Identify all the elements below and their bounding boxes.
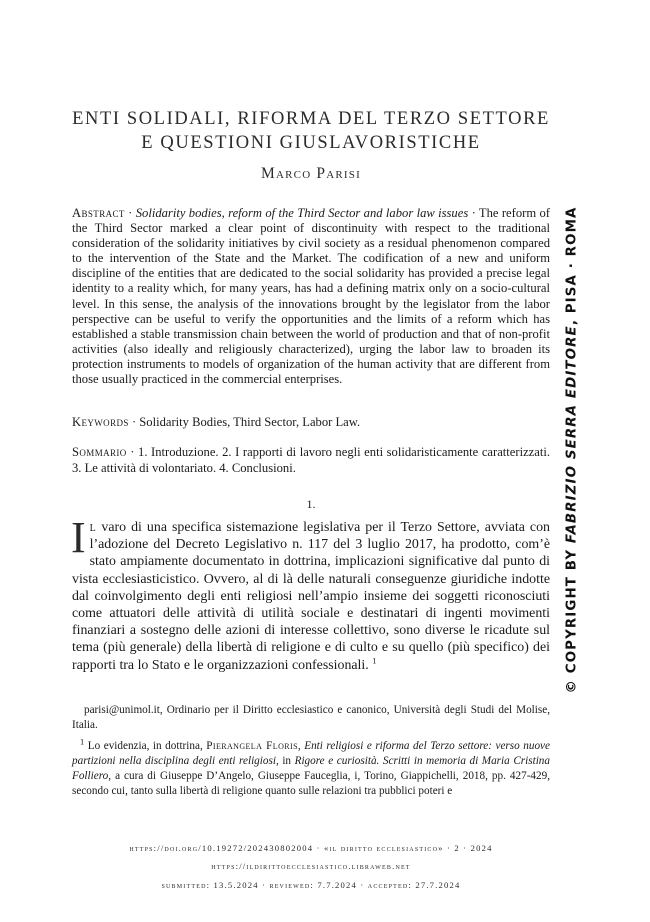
footer-doi[interactable]: https://doi.org/10.19272/202430802004 · «il diritto ecclesiastico» · 2 · 2024 <box>129 843 493 853</box>
copyright-suffix: , PISA · ROMA <box>564 206 580 326</box>
footer-dates: submitted: 13.5.2024 · reviewed: 7.7.2024 · accepted: 27.7.2024 <box>161 880 461 890</box>
article-title <box>72 107 550 155</box>
abstract <box>72 206 550 387</box>
keywords <box>72 415 550 430</box>
section-number: 1. <box>306 497 316 511</box>
drop-cap: I <box>71 513 86 562</box>
title-line-1: ENTI SOLIDALI, RIFORMA DEL TERZO SETTORE <box>72 109 550 129</box>
summary-label: Sommario <box>72 445 127 459</box>
author-name: Marco Parisi <box>261 165 361 182</box>
footer-url[interactable]: https://ildirittoecclesiastico.libraweb.net <box>211 861 411 871</box>
footnote-affiliation: parisi@unimol.it, Ordinario per il Diritto ecclesiastico e canonico, Università degli Studi del Molise, Italia. <box>72 704 550 731</box>
abstract-text: · The reform of the Third Sector marked a clear point of discontinuity with respect to the traditional consideration of the solidarity initiatives by civil society as a residual phenomenon compared to the intervention of the State and the Market. The codification of a new and uniform discipline of the entities that are dedicated to the social solidarity has provided a precise legal identity to a reality which, for many years, has had a defining matrix only on a socio-cultural level. In this sense, the analysis of the innovations brought by the legislator from the labor perspective can be useful to verify the opportunities and the limits of a reform which has established a stable transmission chain between the world of production and that of non-profit activities (also ideally and religiously characterized), urging the labor law to broaden its protection instruments to models of organization of the human activity that are different from those usually practiced in the commercial enterprises. <box>72 206 550 387</box>
summary <box>72 445 550 476</box>
footnote-1-text-a: Lo evidenzia, in dottrina, <box>84 740 207 752</box>
lead-small-caps: l <box>89 520 97 535</box>
footnote-1-title: Enti religiosi e riforma del Terzo settore: verso nuove partizioni nella disciplina degli enti religiosi <box>72 740 550 767</box>
footnote-1-text-c: , in <box>275 755 295 767</box>
footnotes <box>72 703 550 799</box>
footnote-1-volume: Rigore e curiosità. Scritti in memoria di Maria Cristina Folliero <box>72 755 550 782</box>
title-line-2: E QUESTIONI GIUSLAVORISTICHE <box>141 133 481 153</box>
copyright-prefix: © COPYRIGHT BY <box>564 543 580 694</box>
keywords-label: Keywords <box>72 415 129 429</box>
footnote-1-text-d: , a cura di Giuseppe D’Angelo, Giuseppe Fauceglia, i, Torino, Giappichelli, 2018, pp. 427-429, secondo cui, tanto sulla libertà di religione quanto sulle relazioni tra pubblici poteri e <box>72 770 550 797</box>
copyright-sidebar <box>557 206 587 694</box>
summary-text: · 1. Introduzione. 2. I rapporti di lavoro negli enti solidaristicamente caratterizzati. 3. Le attività di volontariato. 4. Conclusioni. <box>72 445 550 475</box>
abstract-separator: · <box>124 206 136 220</box>
footnote-1 <box>72 736 550 799</box>
body-text: varo di una specifica sistemazione legislativa per il Terzo Settore, avviata con l’adozione del Decreto Legislativo n. 117 del 3 luglio 2017, ha prodotto, com’è stato ampiamente documentato in dottrina, implicazioni significative dal punto di vista ecclesiasticistico. Ovvero, al di là delle naturali conseguenze giuridiche indotte dal coinvolgimento degli enti religiosi nell’ampio insieme dei soggetti riconosciuti come attuatori delle attività di utilità sociale e destinatari di ingenti movimenti finanziari a sostegno delle azioni di interesse collettivo, sono diverse le ricadute sul tema (più generale) della libertà di religione e di culto e su quello (più specifico) dei rapporti tra lo Stato e le organizzazioni confessionali. <box>72 520 550 673</box>
footnote-1-author: Pierangela Floris <box>206 740 298 752</box>
footnote-1-number: 1 <box>80 736 85 747</box>
abstract-label: Abstract <box>72 206 125 220</box>
footnote-1-text-b: , <box>297 740 305 752</box>
copyright-notice <box>565 207 580 694</box>
footnote-ref[interactable]: 1 <box>372 655 377 665</box>
copyright-publisher: FABRIZIO SERRA EDITORE <box>564 325 580 544</box>
keywords-text: · Solidarity Bodies, Third Sector, Labor Law. <box>128 415 361 429</box>
abstract-heading: Solidarity bodies, reform of the Third Sector and labor law issues <box>135 206 469 220</box>
body-paragraph <box>71 513 550 674</box>
